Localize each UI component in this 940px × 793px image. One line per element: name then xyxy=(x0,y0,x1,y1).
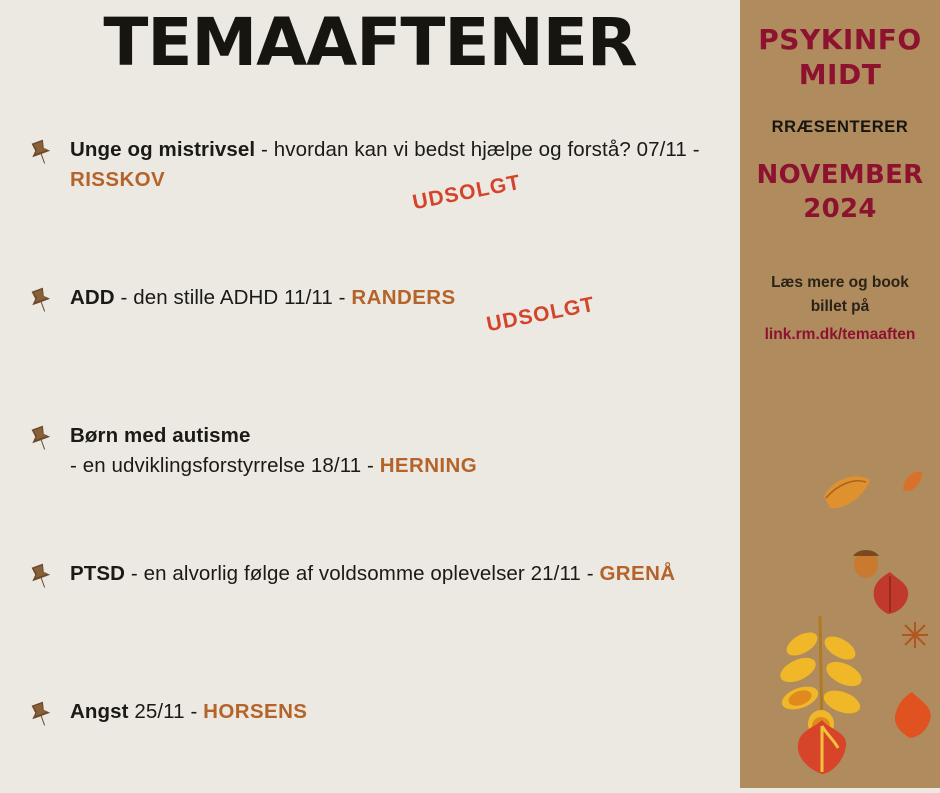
list-item xyxy=(26,283,716,379)
event-title: Angst xyxy=(70,700,129,723)
pushpin-icon xyxy=(26,423,56,453)
booking-info xyxy=(740,271,940,347)
event-title: Unge og mistrivsel xyxy=(70,138,256,161)
event-text xyxy=(70,283,716,313)
pushpin-icon xyxy=(26,699,56,729)
month-line-2: 2024 xyxy=(803,193,877,224)
pushpin-icon xyxy=(26,561,56,591)
event-text xyxy=(70,697,716,727)
booking-line-2: billet på xyxy=(810,297,870,315)
brand-line-2: MIDT xyxy=(798,58,882,91)
event-description: - en udviklingsforstyrrelse 18/11 - xyxy=(70,453,380,477)
leaf-icon xyxy=(900,468,926,501)
event-list xyxy=(26,135,716,793)
event-city: RANDERS xyxy=(351,286,456,309)
event-description: hvordan kan vi bedst hjælpe og forstå? 07/11 - xyxy=(273,138,700,161)
pushpin-icon xyxy=(26,285,56,315)
event-description: den stille ADHD 11/11 - xyxy=(133,286,352,309)
event-title: PTSD xyxy=(70,562,126,585)
pushpin-icon xyxy=(26,137,56,167)
list-item xyxy=(26,421,716,517)
event-city: HERNING xyxy=(379,453,478,477)
event-title: Børn med autisme xyxy=(70,424,251,447)
event-title: ADD xyxy=(70,286,115,309)
event-separator: - xyxy=(125,562,144,585)
list-item xyxy=(26,559,716,655)
list-item xyxy=(26,697,716,793)
leaf-icon xyxy=(890,690,934,745)
event-city: GRENÅ xyxy=(599,562,676,585)
brand-name xyxy=(740,22,940,92)
leaf-icon xyxy=(900,620,930,655)
list-item xyxy=(26,135,716,231)
event-city: HORSENS xyxy=(203,700,308,723)
event-description: en alvorlig følge af voldsomme oplevelser 21/11 - xyxy=(143,562,600,585)
presents-label: RRÆSENTERER xyxy=(771,118,909,136)
brand-line-1: PSYKINFO xyxy=(758,23,922,56)
booking-line-1: Læs mere og book xyxy=(771,273,909,291)
event-text xyxy=(70,421,716,480)
booking-link[interactable]: link.rm.dk/temaaften xyxy=(764,325,916,343)
event-city: RISSKOV xyxy=(70,167,166,191)
leaf-icon xyxy=(792,718,852,781)
status-badge: UDSOLGT xyxy=(484,292,597,337)
month-line-1: NOVEMBER xyxy=(756,160,924,190)
leaf-icon xyxy=(820,470,876,521)
page-title: TEMAAFTENER xyxy=(103,4,637,81)
event-text xyxy=(70,135,716,194)
event-separator: - xyxy=(255,138,274,161)
event-description: 25/11 - xyxy=(134,700,204,723)
event-text xyxy=(70,559,716,589)
month-heading xyxy=(740,159,940,227)
event-separator: - xyxy=(114,286,134,309)
leaf-icon xyxy=(868,570,912,621)
poster-sidebar xyxy=(740,0,940,788)
status-badge: UDSOLGT xyxy=(410,170,523,215)
